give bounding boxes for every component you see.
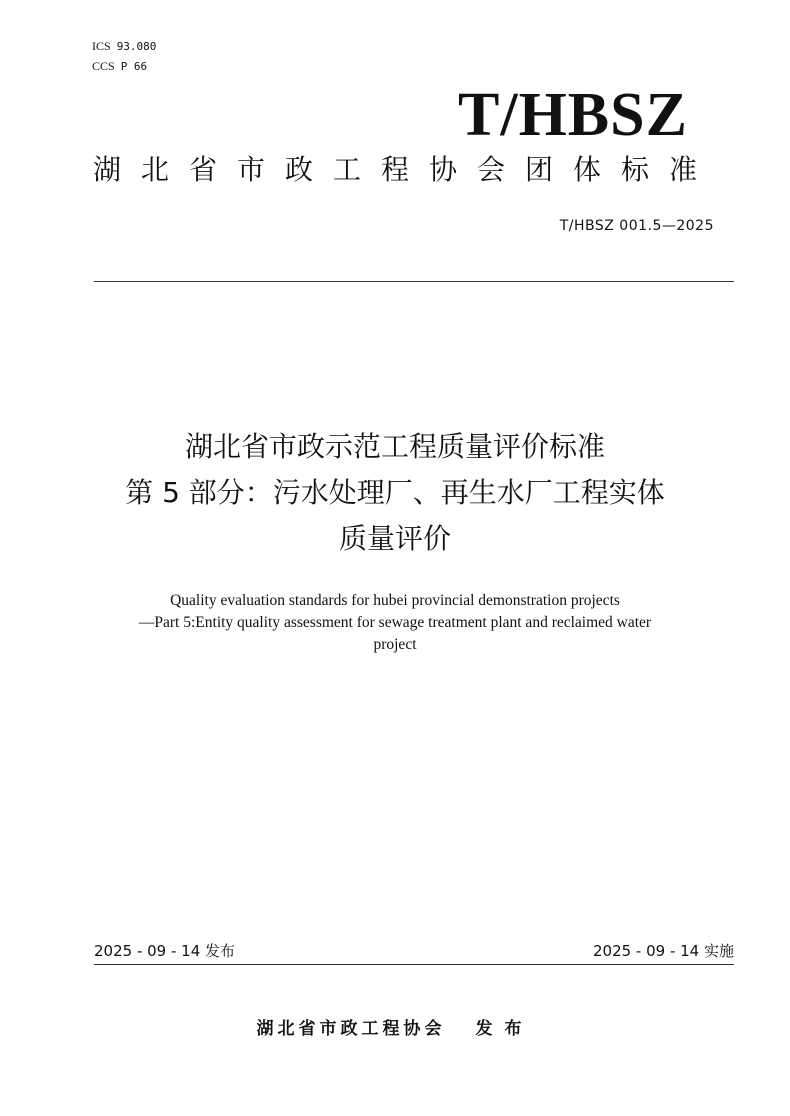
- title-cn: [60, 424, 730, 562]
- ics-label: ICS: [92, 39, 111, 53]
- standard-number: T/HBSZ 001.5—2025: [559, 218, 714, 234]
- publisher-line: [0, 1016, 790, 1042]
- title-en-line1: Quality evaluation standards for hubei provincial demonstration projects: [170, 592, 620, 609]
- standard-logo: T/HBSZ: [458, 81, 688, 149]
- implement-date: 2025 - 09 - 14 实施: [592, 942, 734, 960]
- top-divider: [94, 281, 734, 282]
- title-en: [60, 590, 730, 656]
- title-en-line2: —Part 5:Entity quality assessment for sewage treatment plant and reclaimed water: [138, 614, 652, 631]
- ccs-code: P 66: [120, 60, 148, 73]
- ccs-label: CCS: [92, 59, 115, 73]
- bottom-divider: [94, 964, 734, 965]
- title-en-line3: project: [373, 636, 417, 653]
- title-cn-line3: 质量评价: [338, 522, 451, 555]
- title-cn-line2: 第 5 部分：污水处理厂、再生水厂工程实体: [125, 476, 665, 509]
- ics-code: 93.080: [116, 40, 157, 53]
- title-cn-line1: 湖北省市政示范工程质量评价标准: [184, 430, 605, 463]
- ccs-line: [92, 58, 147, 75]
- ics-line: [92, 38, 156, 55]
- org-standard-title: 湖北省市政工程协会团体标准: [92, 153, 717, 186]
- publisher-action: 发布: [475, 1019, 534, 1039]
- publisher-org: 湖北省市政工程协会: [256, 1019, 446, 1039]
- release-date: 2025 - 09 - 14 发布: [94, 942, 236, 960]
